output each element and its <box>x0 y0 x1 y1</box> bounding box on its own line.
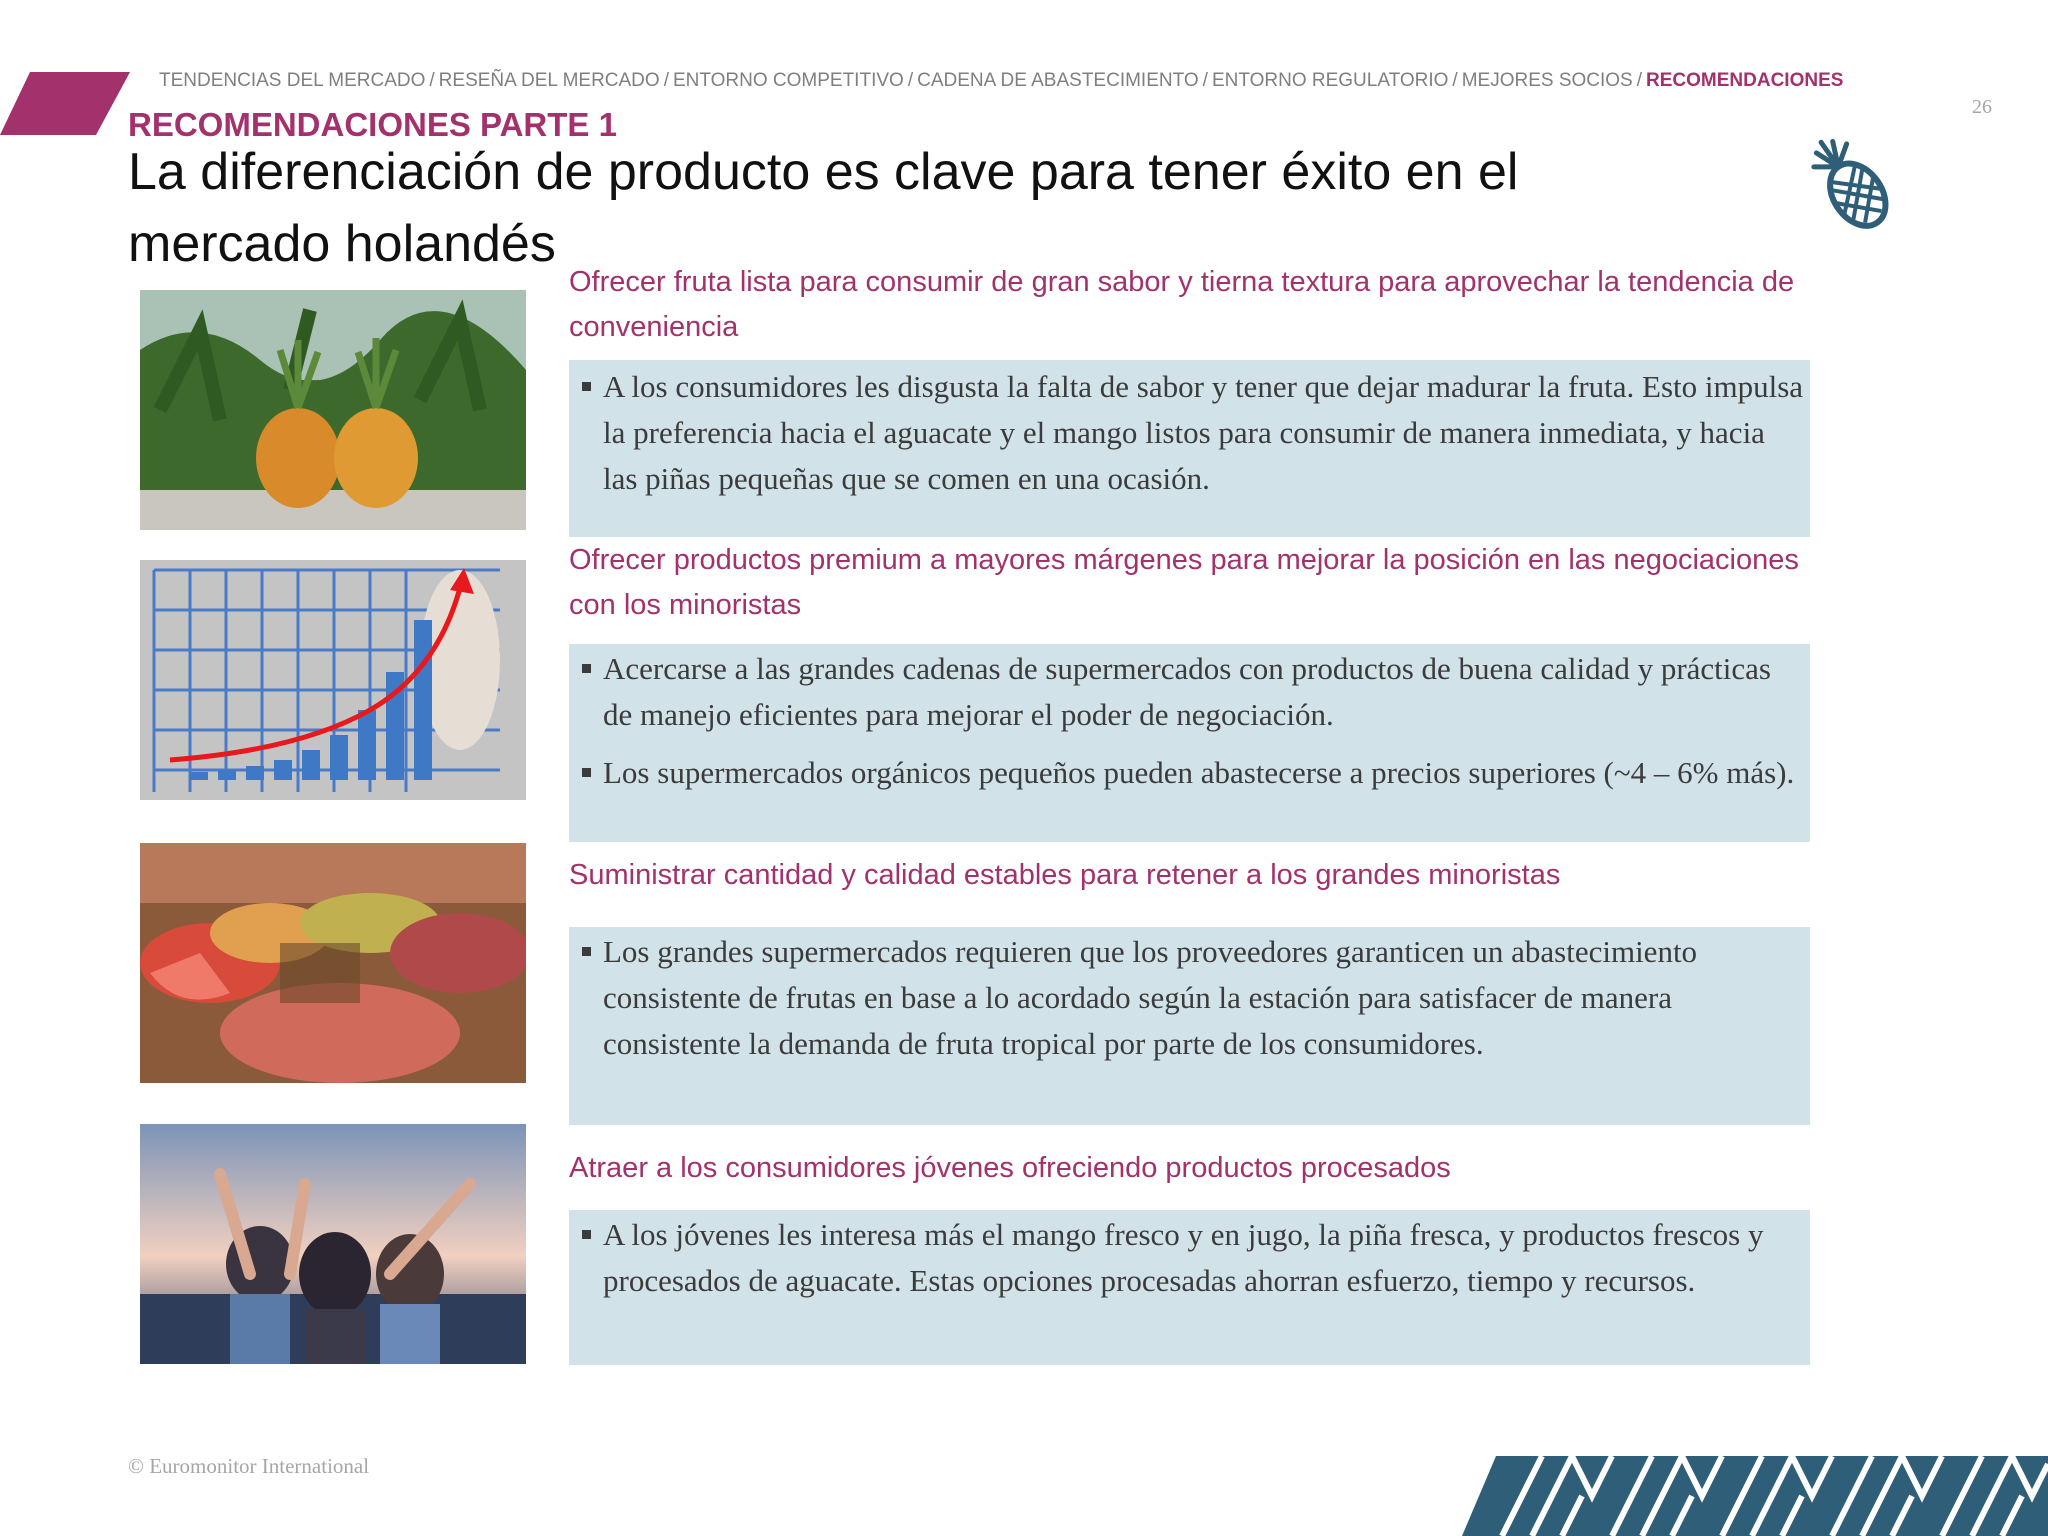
recommendation-box <box>569 927 1810 1125</box>
breadcrumb-separator: / <box>1452 70 1458 91</box>
recommendation-box <box>569 644 1810 842</box>
breadcrumb-separator: / <box>1636 70 1643 91</box>
growth-chart-photo <box>140 560 526 800</box>
young-people-photo <box>140 1124 526 1364</box>
recommendation-heading: Atraer a los consumidores jóvenes ofreciendo productos procesados <box>569 1152 1451 1184</box>
section-label: RECOMENDACIONES PARTE 1 <box>128 106 617 143</box>
breadcrumb-separator: / <box>429 70 435 91</box>
recommendation-box <box>569 1210 1810 1365</box>
page-number: 26 <box>1972 96 1992 118</box>
breadcrumb-item-entorno-regulatorio[interactable]: ENTORNO REGULATORIO <box>1211 70 1449 91</box>
breadcrumb-item-resena[interactable]: RESEÑA DEL MERCADO <box>438 70 660 91</box>
pineapple-icon <box>1800 122 1910 232</box>
breadcrumb-item-entorno-competitivo[interactable]: ENTORNO COMPETITIVO <box>672 70 904 91</box>
copyright: © Euromonitor International <box>128 1454 370 1478</box>
bullet-text: A los jóvenes les interesa más el mango fresco y en jugo, la piña fresca, y productos frescos y procesados de aguacate. Estas opciones procesadas ahorran esfuerzo, tiempo y recursos. <box>603 1212 1806 1304</box>
pineapples-photo <box>140 290 526 530</box>
accent-parallelogram <box>0 72 130 135</box>
bullet-text: Los supermercados orgánicos pequeños pueden abastecerse a precios superiores (~4 – 6% más). <box>603 750 1806 796</box>
recommendation-box <box>569 360 1810 537</box>
bullet-text: A los consumidores les disgusta la falta de sabor y tener que dejar madurar la fruta. Esto impulsa la preferencia hacia el aguacate y el mango listos para consumir de manera inmediata, y hacia las piñas pequeñas que se comen en una ocasión. <box>603 364 1806 502</box>
recommendation-heading: Ofrecer productos premium a mayores márgenes para mejorar la posición en las negociaciones con los minoristas <box>569 544 1799 621</box>
zigzag-pattern <box>1462 1456 2048 1536</box>
breadcrumb-item-mejores-socios[interactable]: MEJORES SOCIOS <box>1461 70 1633 91</box>
recommendation-heading: Suministrar cantidad y calidad estables para retener a los grandes minoristas <box>569 859 1561 891</box>
breadcrumb-item-cadena[interactable]: CADENA DE ABASTECIMIENTO <box>917 70 1199 91</box>
breadcrumb-separator: / <box>663 70 669 91</box>
breadcrumb-separator: / <box>1202 70 1208 91</box>
breadcrumb <box>159 70 1843 92</box>
recommendation-heading: Ofrecer fruta lista para consumir de gran sabor y tierna textura para aprovechar la tendencia de conveniencia <box>569 266 1795 343</box>
market-stall-photo <box>140 843 526 1083</box>
bullet-text: Los grandes supermercados requieren que los proveedores garanticen un abastecimiento consistente de frutas en base a lo acordado según la estación para satisfacer de manera consistente la demanda de fruta tropical por parte de los consumidores. <box>603 929 1806 1067</box>
breadcrumb-item-tendencias[interactable]: TENDENCIAS DEL MERCADO <box>159 70 426 91</box>
breadcrumb-separator: / <box>907 70 914 91</box>
bullet-text: Acercarse a las grandes cadenas de supermercados con productos de buena calidad y prácticas de manejo eficientes para mejorar el poder de negociación. <box>603 646 1806 738</box>
page-title: La diferenciación de producto es clave para tener éxito en el mercado holandés <box>128 143 1519 273</box>
breadcrumb-item-recomendaciones[interactable]: RECOMENDACIONES <box>1646 70 1844 91</box>
